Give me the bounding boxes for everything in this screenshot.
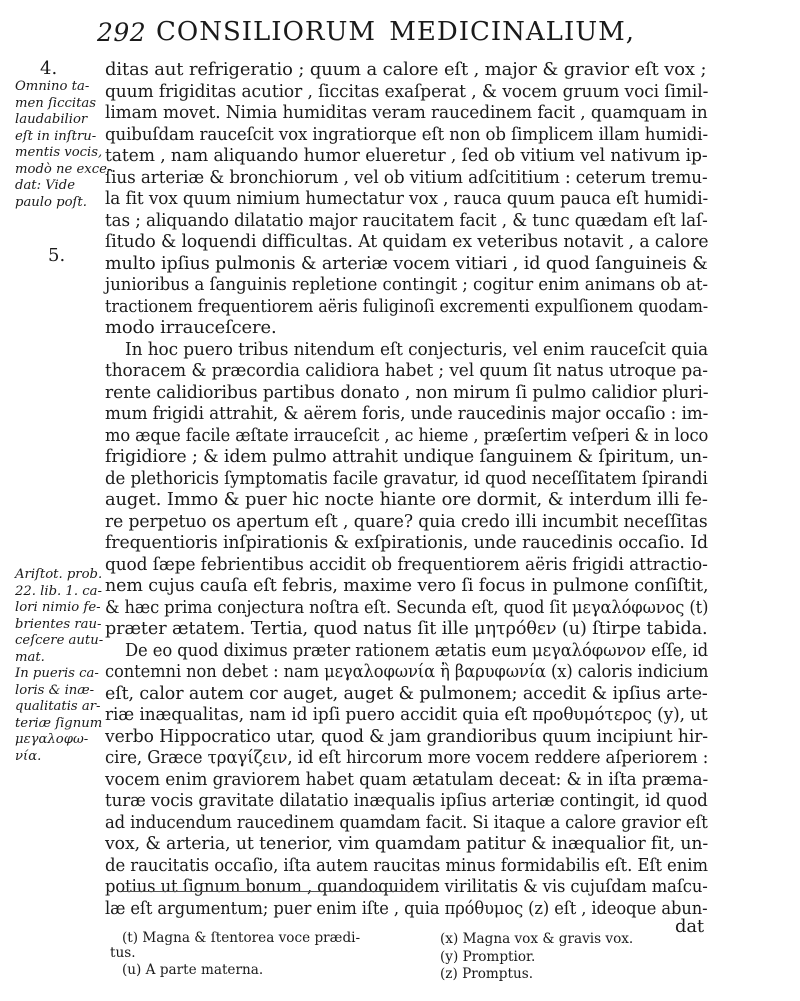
sidenote-line: teriæ ſignum <box>15 715 103 731</box>
body-line: turæ vocis gravitate dilatatio inæqualis ipſius arteriæ contingit, id quod <box>105 790 708 811</box>
body-line: læ eſt argumentum; puer enim iſte , quia πρόθυμος (z) eſt , ideoque abun- <box>105 898 708 919</box>
sidenote-line: mentis vocis, <box>15 145 103 160</box>
body-line: vox, & arteria, ut tenerior, vim quamdam patitur & inæqualior fit, un- <box>105 833 709 854</box>
body-line: quum frigiditas acutior , ſiccitas exaſperat , & vocem gruum voci ſimil- <box>105 81 709 102</box>
body-line: mum frigidi attrahit, & aërem foris, unde raucedinis major occaſio : im- <box>105 403 709 424</box>
body-line: præter ætatem. Tertia, quod natus ſit ille μητρόθεν (u) ſtirpe tabida. <box>105 618 708 639</box>
body-line: nem cujus cauſa eſt febris, maxime vero ſi focus in pulmone conſiſtit, <box>105 575 709 596</box>
body-line: tas ; aliquando dilatatio major raucitatem facit , & tunc quædam eſt laſ- <box>105 210 708 231</box>
body-line: de raucitatis occaſio, iſta autem raucitas minus formidabilis eſt. Eſt enim <box>105 855 708 876</box>
sidenote-line: modò ne exce- <box>15 161 112 177</box>
catchword: dat <box>675 916 705 937</box>
footnote-y: (y) Promptior. <box>440 949 536 965</box>
sidenote-line: Ariſtot. prob. <box>15 567 103 582</box>
running-title: CONSILIORUM MEDICINALIUM, <box>156 17 636 47</box>
body-line: junioribus a ſanguinis repletione contingit ; cogitur enim animans ob at- <box>105 274 708 295</box>
body-line: De eo quod diximus præter rationem ætatis eum μεγαλόφωνον eſſe, id <box>125 640 709 661</box>
body-line: & hæc prima conjectura noſtra eſt. Secunda eſt, quod ſit μεγαλόφωνος (t) <box>105 597 709 618</box>
body-line: cire, Græce τραγίζειν, id eſt hircorum more vocem reddere aſperiorem : <box>105 747 709 768</box>
body-line: verbo Hippocratico utar, quod & jam grandioribus quum incipiunt hir- <box>105 726 708 747</box>
sidenote-line: νία. <box>15 748 42 764</box>
body-line: potius ut ſignum bonum , quandoquidem virilitatis & vis cujuſdam maſcu- <box>105 876 708 897</box>
margin-number-5: 5. <box>48 245 66 266</box>
sidenote-line: loris & inæ- <box>15 682 95 698</box>
footnote-x: (x) Magna vox & gravis vox. <box>440 931 634 947</box>
sidenote-line: Omnino ta- <box>15 79 90 94</box>
sidenote-line: 22. lib. 1. ca- <box>15 583 102 599</box>
body-line: thoracem & præcordia calidiora habet ; vel quum ſit natus utroque pa- <box>105 360 708 381</box>
sidenote-dryness <box>15 79 112 211</box>
sidenote-line: brientes rau- <box>15 616 102 632</box>
body-line: riæ inæqualitas, nam id ipſi puero accidit quia eſt προθυμότερος (y), ut <box>105 704 708 725</box>
body-line: frigidiore ; & idem pulmo attrahit undique ſanguinem & ſpiritum, un- <box>105 446 708 467</box>
body-line: multo ipſius pulmonis & arteriæ vocem vitiari , id quod ſanguineis & <box>105 253 708 274</box>
footnote-t: (t) Magna & ſtentorea voce prædi- <box>122 930 361 946</box>
sidenote-line: eſt in inſtru- <box>15 128 97 144</box>
sidenote-line: laudabilior <box>15 112 88 127</box>
sidenote-line: In pueris ca- <box>15 666 99 681</box>
sidenote-line: men ſiccitas <box>15 95 97 111</box>
sidenote-line: mat. <box>15 649 45 665</box>
footnote-u: (u) A parte materna. <box>122 962 264 978</box>
sidenote-line: dat: Vide <box>15 178 75 193</box>
footnote-t-continued: tus. <box>110 945 136 961</box>
sidenote-aristotle <box>15 567 104 765</box>
margin-number-4: 4. <box>40 58 58 79</box>
body-line: de plethoricis ſymptomatis facile gravatur, id quod neceſſitatem ſpirandi <box>105 468 708 489</box>
body-line: modo irrauceſcere. <box>105 317 277 338</box>
sidenote-line: qualitatis ar- <box>15 699 101 714</box>
body-line: tatem , nam aliquando humor elueretur , ſed ob vitium vel nativum ip- <box>105 145 708 166</box>
body-line: ditas aut refrigeratio ; quum a calore eſt , major & gravior eſt vox ; <box>105 59 707 80</box>
page-number: 292 <box>97 18 147 47</box>
body-line: vocem enim graviorem habet quam ætatulam deceat: & in iſta præma- <box>105 769 709 790</box>
footnote-z: (z) Promptus. <box>440 966 534 982</box>
body-line: rente calidioribus partibus donato , non mirum ſi pulmo calidior pluri- <box>105 382 709 403</box>
body-line: ſitudo & loquendi difficultas. At quidam ex veteribus notavit , a calore <box>105 231 709 252</box>
sidenote-line: ceſcere autu- <box>15 633 104 648</box>
body-line: auget. Immo & puer hic nocte hiante ore dormit, & interdum illi fe- <box>105 489 708 510</box>
body-line: ad inducendum raucedinem quamdam facit. Si itaque a calore gravior eſt <box>105 812 708 833</box>
body-line: quod ſæpe febrientibus accidit ob frequentiorem aëris frigidi attractio- <box>105 554 708 575</box>
sidenote-line: paulo poſt. <box>15 194 87 210</box>
body-line: mo æque facile æſtate irrauceſcit , ac hieme , præſertim veſperi & in loco <box>105 425 709 446</box>
body-line: frequentioris inſpirationis & exſpirationis, unde raucedinis occaſio. Id <box>105 532 708 553</box>
body-line: contemni non debet : nam μεγαλοφωνία ἢ βαρυφωνία (x) caloris indicium <box>105 661 709 682</box>
body-line: re perpetuo os apertum eſt , quare? quia credo illi incumbit neceſſitas <box>105 511 708 532</box>
sidenote-line: μεγαλοφω- <box>15 732 89 747</box>
body-line: In hoc puero tribus nitendum eſt conjecturis, vel enim rauceſcit quia <box>125 339 709 360</box>
body-line: eſt, calor autem cor auget, auget & pulmonem; accedit & ipſius arte- <box>105 683 708 704</box>
body-line: quibuſdam rauceſcit vox ingratiorque eſt non ob ſimplicem illam humidi- <box>105 124 709 145</box>
body-line: limam movet. Nimia humiditas veram raucedinem facit , quamquam in <box>105 102 708 123</box>
body-line: ſius arteriæ & bronchiorum , vel ob vitium adſcititium : ceterum tremu- <box>105 167 708 188</box>
sidenote-line: lori nimio fe- <box>15 600 101 615</box>
footnote-rule <box>122 891 412 892</box>
body-line: tractionem frequentiorem aëris fuliginoſi excrementi expulſionem quodam- <box>105 296 709 317</box>
body-line: la fit vox quum nimium humectatur vox , rauca quum pauca eſt humidi- <box>105 188 709 209</box>
